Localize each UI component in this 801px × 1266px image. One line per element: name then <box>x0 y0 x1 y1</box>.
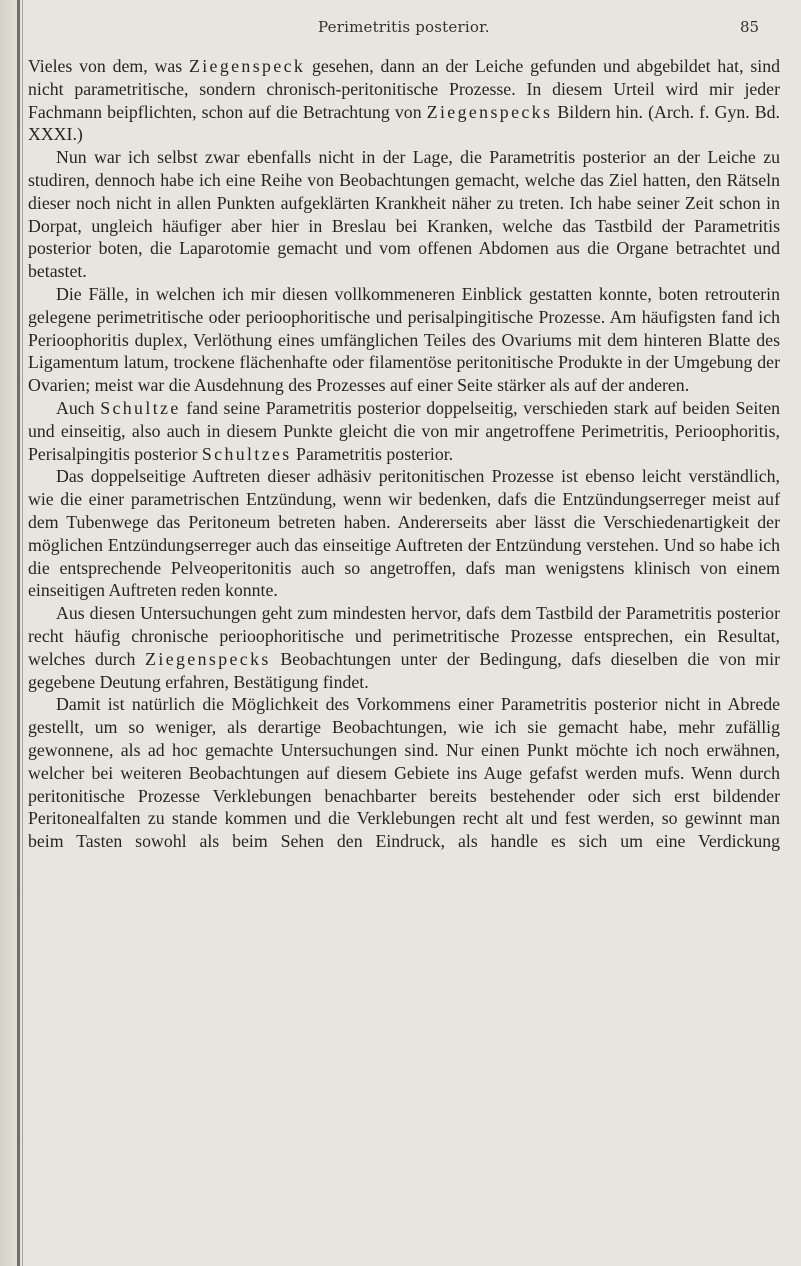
paragraph <box>28 602 780 693</box>
text-segment: Die Fälle, in welchen ich mir diesen vollkommeneren Einblick gestatten konnte, boten retrouterin gelegene perimetritische oder perioophoritische und perisalpingitische Prozesse. Am häufigsten fand ich Perioophoritis duplex, Verlöthung eines umfänglichen Teiles des Ovariums mit dem hinteren Blatte des Ligamentum latum, trockene flächenhafte oder filamentöse peritonitische Produkte in der Umgebung der Ovarien; meist war die Ausdehnung des Prozesses auf einer Seite stärker als auf der anderen. <box>28 283 780 396</box>
text-segment: fand seine Parametritis posterior doppelseitig, verschieden stark auf beiden Seiten und einseitig, also auch in diesem Punkte gleicht die von mir angetroffene Perimetritis, Perioophoritis, Perisalpingitis posterior <box>28 397 780 464</box>
text-segment: Auch <box>56 397 101 418</box>
page-header <box>0 18 801 44</box>
author-name: Ziegenspeck <box>188 56 306 76</box>
text-segment: Nun war ich selbst zwar ebenfalls nicht in der Lage, die Parametritis posterior an der Leiche zu studiren, dennoch habe ich eine Reihe von Beobachtungen gemacht, welche das Ziel hatten, den Rätseln dieser noch nicht in allen Punkten aufgeklärten Krankheit näher zu treten. Ich habe seiner Zeit schon in Dorpat, ungleich häufiger aber hier in Breslau bei Kranken, welche das Tastbild der Parametritis posterior boten, die Laparotomie gemacht und vom offenen Abdomen aus die Organe betrachtet und betastet. <box>28 147 780 282</box>
page-number: 85 <box>740 18 760 36</box>
text-segment: gesehen, dann an der Leiche gefunden und abgebildet hat, sind nicht parametritische, sondern chronisch-peritonitische Prozesse. In diesem Urteil wird mir jeder Fachmann beipflichten, schon auf die Betrachtung von <box>28 56 780 122</box>
text-segment: Beobachtungen unter der Bedingung, dafs dieselben die von mir gegebene Deutung erfahren, Bestätigung findet. <box>28 648 780 692</box>
text-segment: Damit ist natürlich die Möglichkeit des Vorkommens einer Parametritis posterior nicht in Abrede gestellt, um so weniger, als derartige Beobachtungen, wie ich sie gemacht habe, mehr zufällig gewonnene, als ad hoc gemachte Untersuchungen sind. Nur einen Punkt möchte ich noch erwähnen, welcher bei weiteren Beobachtungen auf diesem Gebiete ins Auge gefafst werden mufs. Wenn durch peritonitische Prozesse Verklebungen benachbarter bereits bestehender oder sich erst bildender Peritonealfalten zu stande kommen und die Verklebungen recht alt und fest werden, so gewinnt man beim Tasten sowohl als beim Sehen den Eindruck, als handle es sich um eine Verdickung <box>28 694 780 852</box>
author-name: Ziegenspecks <box>145 648 271 669</box>
binding-edge <box>22 0 23 1266</box>
text-segment: Vieles von dem, was <box>28 56 189 76</box>
author-name: Schultzes <box>201 443 292 464</box>
text-segment: Aus diesen Untersuchungen geht zum mindesten hervor, dafs dem Tastbild der Parametritis posterior recht häufig chronische perioophoritische und perimetritische Prozesse entsprechen, ein Resultat, welches durch <box>28 603 780 669</box>
paragraph <box>28 397 780 465</box>
running-title: Perimetritis posterior. <box>318 18 490 36</box>
body-text <box>28 55 780 853</box>
paragraph <box>28 55 780 146</box>
binding-shadow <box>17 0 20 1266</box>
paragraph <box>28 283 780 397</box>
text-segment: Bildern hin. (Arch. f. Gyn. Bd. XXXI.) <box>28 101 780 145</box>
paragraph <box>28 693 780 853</box>
text-segment: Das doppelseitige Auftreten dieser adhäsiv peritonitischen Prozesse ist ebenso leicht verständlich, wie die einer parametrischen Entzündung, wenn wir bedenken, dafs die Entzündungserreger meist auf dem Tubenwege das Peritoneum betreten haben. Andererseits aber lässt die Verschiedenartigkeit der möglichen Entzündungserreger auch das einseitige Auftreten der Entzündung verstehen. Und so habe ich die entsprechende Pelveoperitonitis auch so angetroffen, dafs man wenigstens klinisch von einem einseitigen Auftreten reden konnte. <box>28 466 780 601</box>
text-segment: Parametritis posterior. <box>291 443 454 464</box>
paragraph <box>28 146 780 283</box>
paragraph <box>28 465 780 602</box>
author-name: Schultze <box>100 397 181 418</box>
author-name: Ziegenspecks <box>426 101 553 122</box>
